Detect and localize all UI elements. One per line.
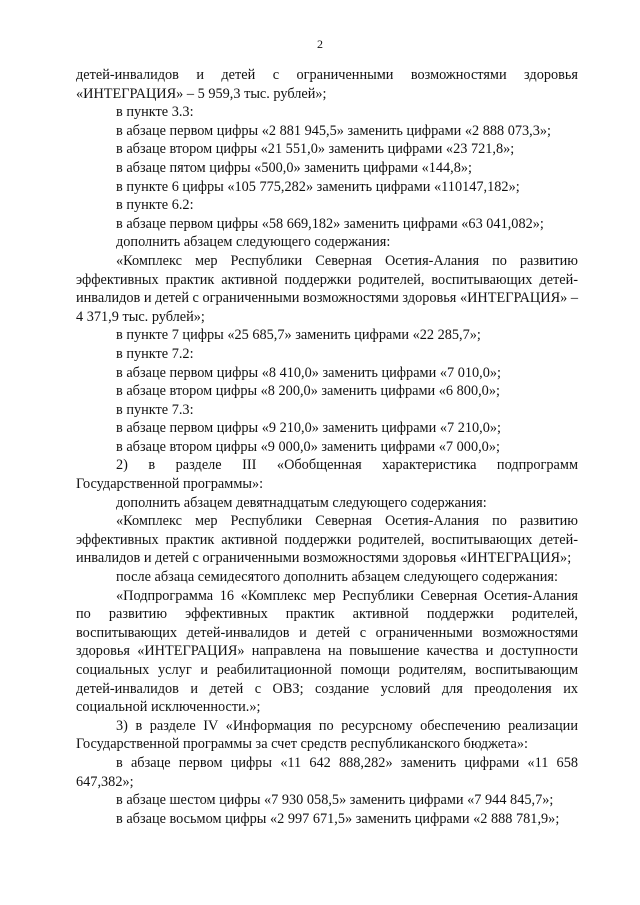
paragraph: в абзаце втором цифры «9 000,0» заменить цифрами «7 000,0»; bbox=[116, 438, 500, 455]
paragraph: в пункте 6 цифры «105 775,282» заменить цифрами «110147,182»; bbox=[116, 178, 520, 195]
paragraph: в абзаце первом цифры «2 881 945,5» заменить цифрами «2 888 073,3»; bbox=[116, 122, 552, 139]
paragraph: дополнить абзацем девятнадцатым следующего содержания: bbox=[116, 494, 487, 511]
document-body bbox=[76, 66, 578, 828]
paragraph: 2) в разделе III «Обобщенная характеристика подпрограмм Государственной программы»: bbox=[76, 457, 578, 493]
paragraph: «Комплекс мер Республики Северная Осетия-Алания по развитию эффективных практик активной поддержки родителей, воспитывающих детей-инвалидов и детей с ограниченными возможностями здоровья «ИНТЕГРАЦИЯ»; bbox=[76, 513, 578, 567]
paragraph: в абзаце втором цифры «21 551,0» заменить цифрами «23 721,8»; bbox=[116, 141, 515, 158]
page-number: 2 bbox=[317, 37, 323, 51]
paragraph: в абзаце первом цифры «8 410,0» заменить цифрами «7 010,0»; bbox=[116, 364, 501, 381]
paragraph: в пункте 6.2: bbox=[116, 197, 194, 214]
paragraph: «Подпрограмма 16 «Комплекс мер Республики Северная Осетия-Алания по развитию эффективных практик активной поддержки родителей, воспитывающих детей-инвалидов и детей с ограниченными возможностями здоровья «ИНТЕГРАЦИЯ» направлена на повышение качества и доступности социальных услуг и реабилитационной помощи родителям, воспитывающим детей-инвалидов и детей с ОВЗ; создание условий для преодоления их социальной исключенности.»; bbox=[76, 587, 578, 716]
paragraph: после абзаца семидесятого дополнить абзацем следующего содержания: bbox=[116, 569, 558, 586]
paragraph: в пункте 7.3: bbox=[116, 401, 194, 418]
paragraph: в абзаце пятом цифры «500,0» заменить цифрами «144,8»; bbox=[116, 159, 473, 176]
paragraph: в абзаце втором цифры «8 200,0» заменить цифрами «6 800,0»; bbox=[116, 383, 500, 400]
paragraph: дополнить абзацем следующего содержания: bbox=[116, 234, 391, 251]
paragraph: в абзаце первом цифры «11 642 888,282» заменить цифрами «11 658 647,382»; bbox=[76, 754, 578, 790]
paragraph: в абзаце первом цифры «9 210,0» заменить цифрами «7 210,0»; bbox=[116, 420, 501, 437]
paragraph: в пункте 7.2: bbox=[116, 345, 194, 362]
paragraph: в абзаце шестом цифры «7 930 058,5» заменить цифрами «7 944 845,7»; bbox=[116, 792, 554, 809]
paragraph: в абзаце первом цифры «58 669,182» заменить цифрами «63 041,082»; bbox=[116, 215, 544, 232]
paragraph: в абзаце восьмом цифры «2 997 671,5» заменить цифрами «2 888 781,9»; bbox=[116, 810, 560, 827]
paragraph: в пункте 7 цифры «25 685,7» заменить цифрами «22 285,7»; bbox=[116, 327, 481, 344]
paragraph: «Комплекс мер Республики Северная Осетия-Алания по развитию эффективных практик активной поддержки родителей, воспитывающих детей-инвалидов и детей с ограниченными возможностями здоровья «ИНТЕГРАЦИЯ» – 4 371,9 тыс. рублей»; bbox=[76, 252, 578, 325]
paragraph: в пункте 3.3: bbox=[116, 104, 194, 121]
paragraph: 3) в разделе IV «Информация по ресурсному обеспечению реализации Государственной программы за счет средств республиканского бюджета»: bbox=[76, 717, 578, 753]
paragraph: детей-инвалидов и детей с ограниченными возможностями здоровья «ИНТЕГРАЦИЯ» – 5 959,3 тыс. рублей»; bbox=[76, 67, 578, 102]
